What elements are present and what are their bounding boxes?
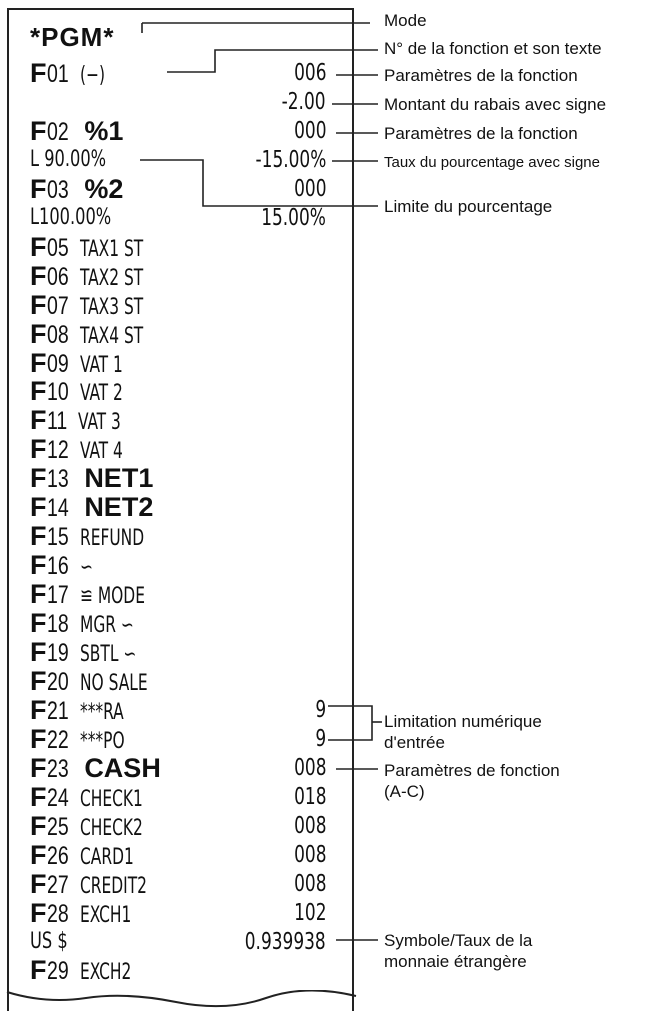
function-number: 25 (46, 812, 69, 841)
function-letter: F (30, 376, 47, 407)
function-number: 28 (46, 899, 69, 928)
function-number: 29 (46, 957, 69, 986)
annotation-function-params-ac (384, 760, 560, 802)
annotation-currency-line1: Symbole/Taux de la (384, 931, 533, 950)
function-letter: F (30, 434, 47, 465)
function-letter: F (30, 665, 47, 696)
annotation-function-params-ac-line2: (A-C) (384, 782, 425, 801)
function-number: 01 (46, 60, 69, 88)
receipt-row-value: 9 (315, 725, 326, 752)
function-text: TAX1 ST (80, 236, 144, 262)
function-number: 23 (46, 754, 69, 783)
function-letter: F (30, 955, 47, 986)
function-number: 27 (46, 870, 69, 899)
function-letter: F (30, 868, 47, 899)
receipt-row-value: 008 (293, 841, 326, 868)
function-text: %1 (84, 115, 124, 146)
function-number: 14 (46, 494, 69, 523)
receipt-row-value: -2.00 (282, 88, 326, 115)
receipt-row-label: L 90.00% (30, 146, 107, 172)
function-number: 26 (46, 841, 69, 870)
function-text: CASH (84, 752, 161, 783)
function-letter: F (30, 58, 47, 88)
annotation-discount-amount: Montant du rabais avec signe (384, 95, 607, 114)
function-number: 11 (46, 407, 67, 436)
function-letter: F (30, 637, 47, 667)
function-number: 05 (46, 233, 69, 262)
function-number: 03 (46, 175, 69, 204)
function-text: ∽ (80, 555, 94, 581)
receipt-row-value: 9 (315, 696, 326, 723)
receipt-row-value: 008 (293, 870, 326, 897)
annotation-currency (384, 930, 532, 972)
function-number: 13 (46, 465, 69, 494)
function-letter: F (30, 694, 47, 725)
receipt-row-label: L100.00% (30, 204, 112, 230)
receipt-row-value: 15.00% (261, 204, 326, 231)
function-number: 16 (46, 552, 69, 581)
function-letter: F (30, 405, 47, 436)
annotation-entry-limit (384, 711, 542, 753)
annotation-entry-limit-line2: d'entrée (384, 733, 445, 752)
function-text: ≌ MODE (80, 584, 146, 610)
annotation-function-params-1: Paramètres de la fonction (384, 66, 578, 85)
function-number: 24 (46, 783, 69, 812)
function-text: CREDIT2 (80, 873, 148, 899)
function-letter: F (30, 173, 47, 204)
function-letter: F (30, 608, 47, 639)
receipt-row-value: -15.00% (255, 146, 326, 173)
function-text: EXCH2 (80, 960, 132, 986)
function-text: CARD1 (80, 844, 135, 870)
function-text: NET1 (84, 463, 154, 494)
function-text: ***RA (80, 699, 125, 725)
function-number: 20 (46, 667, 69, 696)
function-number: 22 (46, 725, 69, 754)
receipt-row-value: 102 (293, 899, 326, 926)
annotation-percent-limit: Limite du pourcentage (384, 197, 553, 216)
function-letter: F (30, 752, 47, 783)
function-number: 07 (46, 291, 69, 320)
receipt-row-value: 008 (293, 754, 326, 781)
function-text: TAX2 ST (80, 265, 144, 291)
function-letter: F (30, 781, 47, 812)
function-letter: F (30, 463, 47, 494)
function-number: 17 (46, 581, 69, 610)
function-number: 06 (46, 262, 69, 291)
function-letter: F (30, 550, 47, 581)
annotation-entry-limit-line1: Limitation numérique (384, 712, 542, 731)
annotation-function-number: N° de la fonction et son texte (384, 39, 602, 58)
function-text: CHECK2 (80, 815, 144, 841)
function-letter: F (30, 289, 47, 320)
function-number: 18 (46, 610, 69, 639)
function-letter: F (30, 839, 47, 870)
function-letter: F (30, 723, 47, 754)
function-number: 09 (46, 349, 69, 378)
function-letter: F (30, 579, 47, 610)
annotation-percent-rate: Taux du pourcentage avec signe (384, 154, 600, 171)
function-text: VAT 2 (80, 381, 124, 407)
function-text: ***PO (80, 728, 125, 754)
function-letter: F (30, 347, 47, 378)
function-letter: F (30, 231, 47, 262)
function-text: TAX4 ST (80, 323, 144, 349)
function-letter: F (30, 897, 47, 928)
function-number: 08 (46, 320, 69, 349)
function-letter: F (30, 318, 47, 349)
function-text: %2 (84, 173, 124, 204)
receipt-row-value: 006 (293, 60, 326, 86)
function-text: EXCH1 (80, 902, 132, 928)
receipt-row-value: 000 (293, 175, 326, 202)
annotation-function-params-2: Paramètres de la fonction (384, 124, 578, 143)
function-text: CHECK1 (80, 786, 144, 812)
function-text: NO SALE (80, 670, 148, 696)
annotation-mode: Mode (384, 11, 427, 30)
function-text: VAT 4 (80, 439, 124, 465)
receipt-row-label: US $ (30, 928, 68, 954)
receipt-row-value: 000 (293, 117, 326, 144)
function-number: 15 (46, 523, 69, 552)
function-text: TAX3 ST (80, 294, 144, 320)
function-letter: F (30, 492, 47, 523)
function-text: VAT 3 (78, 410, 122, 436)
function-number: 19 (46, 639, 69, 667)
receipt-row-value: 0.939938 (245, 928, 326, 955)
function-text: MGR ∽ (80, 613, 135, 639)
function-number: 21 (46, 696, 69, 725)
function-text: VAT 1 (80, 352, 124, 378)
function-number: 12 (46, 436, 69, 465)
annotation-function-params-ac-line1: Paramètres de fonction (384, 761, 560, 780)
function-letter: F (30, 260, 47, 291)
function-letter: F (30, 115, 47, 146)
function-number: 02 (46, 117, 69, 146)
function-letter: F (30, 521, 47, 552)
function-number: 10 (46, 378, 69, 407)
receipt-header: *PGM* (30, 22, 115, 52)
receipt-row-value: 008 (293, 812, 326, 839)
annotation-currency-line2: monnaie étrangère (384, 952, 527, 971)
function-text: REFUND (80, 526, 145, 552)
function-text: SBTL ∽ (80, 642, 137, 667)
function-letter: F (30, 810, 47, 841)
function-text: NET2 (84, 492, 154, 523)
function-text: (−) (80, 63, 106, 88)
receipt-row-value: 018 (293, 783, 326, 810)
